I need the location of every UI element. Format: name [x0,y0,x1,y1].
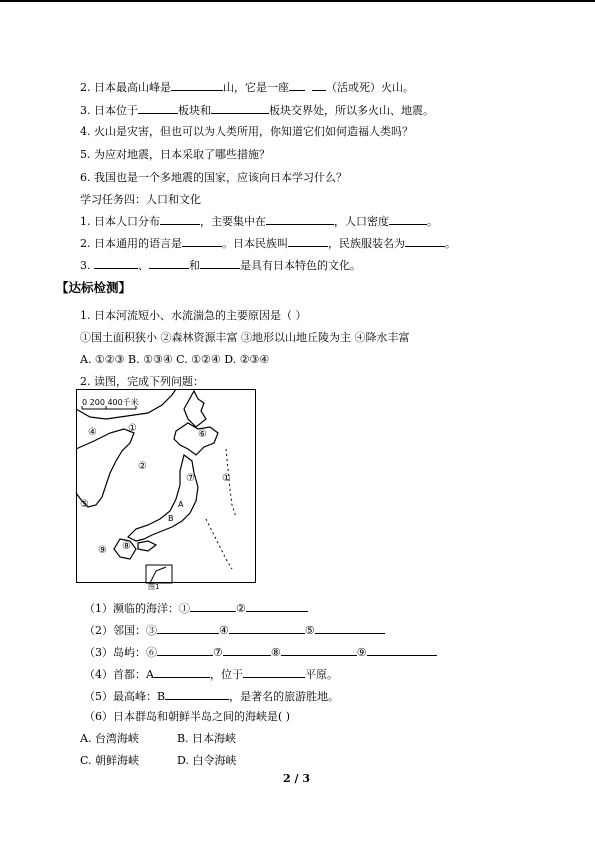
sub-1-oceans: （1）濒临的海洋：① ② [84,600,308,616]
question-2: 2. 读图，完成下列问题： [80,375,204,388]
svg-text:①: ① [222,473,231,484]
item-highest-peak: 2. 日本最高山峰是 山，它是一座 （活或死）火山。 [80,81,414,94]
svg-text:②: ② [138,461,147,472]
svg-text:图1: 图1 [148,583,160,591]
sub-3-islands: （3）岛屿：⑥ ⑦ ⑧ ⑨ [84,644,437,660]
sub-6-strait: （6）日本群岛和朝鲜半岛之间的海峡是( ) [84,710,291,723]
question-1-choices: A. ①②③ B. ①③④ C. ①②④ D. ②③④ [80,353,270,366]
svg-text:④: ④ [88,427,97,438]
item-earthquake: 5. 为应对地震，日本采取了哪些措施？ [80,148,270,161]
task-four-title: 学习任务四：人口和文化 [80,193,201,206]
item-learn: 6. 我国也是一个多地震的国家，应该向日本学习什么？ [80,171,347,184]
map-scale: 0 200 400千米 [82,398,139,407]
item-plates: 3. 日本位于 板块和 板块交界处，所以多火山、地震。 [80,104,434,117]
svg-text:⑥: ⑥ [198,429,207,440]
choices-row-2: C. 朝鲜海峡 D. 白令海峡 [80,754,237,767]
sub-4-capital: （4）首都：A ，位于 平原。 [84,668,338,681]
top-border [0,0,595,2]
sub-2-neighbors: （2）邻国：③ ④ ⑤ [84,622,385,638]
item-volcano: 4. 火山是灾害，但也可以为人类所用，你知道它们如何造福人类吗？ [80,125,413,138]
svg-text:⑦: ⑦ [186,473,195,484]
item-culture: 3. 、 和 是具有日本特色的文化。 [80,259,361,272]
choices-row-1: A. 台湾海峡 B. 日本海峡 [80,732,237,745]
question-1-options: ①国土面积狭小 ②森林资源丰富 ③地形以山地丘陵为主 ④降水丰富 [80,331,410,344]
svg-text:⑨: ⑨ [98,545,107,556]
svg-text:⑧: ⑧ [122,541,131,552]
svg-text:A: A [178,500,184,509]
question-1: 1. 日本河流短小、水流湍急的主要原因是（ ） [80,309,307,322]
japan-map [76,389,256,591]
svg-text:B: B [168,514,174,523]
item-population: 1. 日本人口分布 ，主要集中在 ，人口密度 。 [80,215,438,228]
svg-text:①: ① [128,423,137,434]
page-number: 2 / 3 [283,772,310,785]
section-heading: 【达标检测】 [56,280,132,295]
item-language: 2. 日本通用的语言是 。日本民族叫 ，民族服装名为 。 [80,237,456,250]
sub-5-peak: （5）最高峰：B ，是著名的旅游胜地。 [84,690,340,703]
svg-text:⑤: ⑤ [80,499,89,510]
